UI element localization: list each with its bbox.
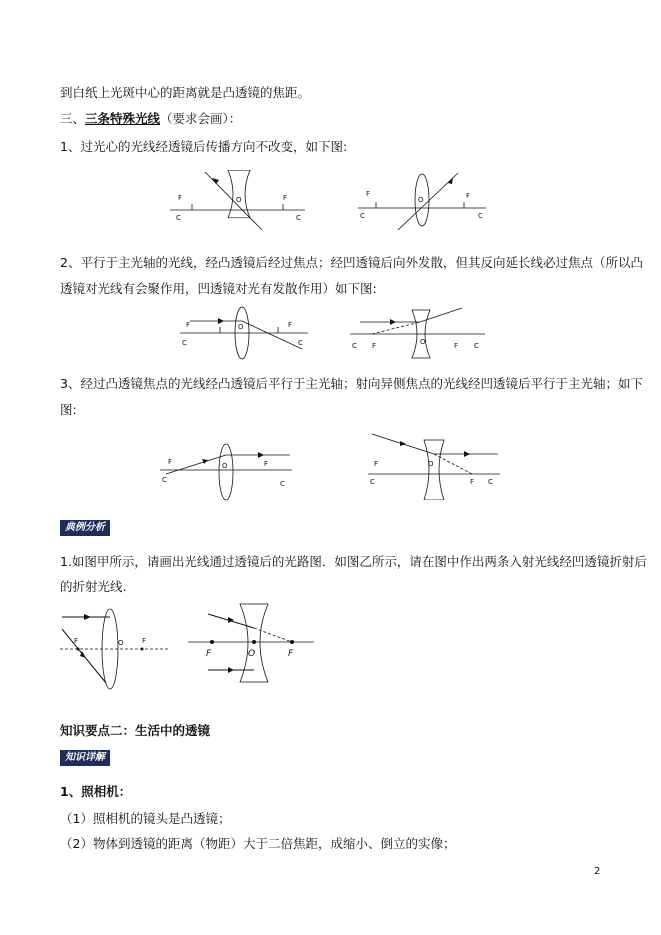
label-F2: F [454, 342, 459, 350]
fig-convex-focal-ray [160, 440, 295, 502]
text-line-5: 透镜对光线有会聚作用，凹透镜对光有发散作用）如下图: [60, 281, 377, 296]
label-C2: C [478, 212, 483, 220]
label-C: C [182, 339, 187, 347]
label-F2: F [283, 194, 288, 202]
label-C: C [162, 476, 167, 484]
text-line-4: 2、平行于主光轴的光线，经凸透镜后经过焦点；经凹透镜后向外发散，但其反向延长线必过焦点（所以凸 [60, 255, 643, 270]
section-heading [60, 110, 241, 128]
label-O: O [238, 323, 244, 331]
text-heading-knowledge: 知识要点二：生活中的透镜 [60, 723, 211, 738]
page-number: 2 [594, 866, 601, 877]
text-line-3: 1、过光心的光线经透镜后传播方向不改变，如下图: [60, 139, 348, 154]
label-F: F [186, 321, 191, 329]
label-F: F [366, 190, 371, 198]
fig-convex-parallel-ray [180, 305, 310, 365]
label-O: O [222, 462, 228, 470]
text-line-8: 1.如图甲所示，请画出光线通过透镜后的光路图．如图乙所示，请在图中作出两条入射光线经凹透镜折射后 [60, 554, 647, 569]
text-line-12: （1）照相机的镜头是凸透镜； [60, 811, 231, 826]
label-F: F [206, 649, 212, 659]
badge-detail: 知识详解 [60, 750, 110, 766]
label-O: O [248, 649, 256, 659]
label-C2: C [474, 342, 479, 350]
label-O: O [420, 338, 426, 346]
badge-example: 典例分析 [60, 520, 110, 536]
heading-underlined: 三条特殊光线 [85, 111, 161, 126]
fig-concave-focal-ray [368, 430, 503, 500]
fig-convex-center-ray [358, 168, 490, 230]
label-F: F [74, 637, 79, 645]
fig-concave-parallel-ray [350, 304, 490, 364]
text-line-9: 的折射光线. [60, 579, 127, 594]
text-line-7: 图: [60, 402, 77, 417]
label-F: F [372, 342, 377, 350]
label-C2: C [296, 214, 301, 222]
text-line-6: 3、经过凸透镜焦点的光线经凸透镜后平行于主光轴；射向异侧焦点的光线经凹透镜后平行于主光轴；如下 [60, 376, 643, 391]
label-O: O [118, 639, 124, 647]
fig-exercise-yi [188, 600, 318, 686]
label-F2: F [470, 478, 475, 486]
heading-suffix: （要求会画）： [160, 111, 242, 126]
label-O: O [236, 196, 242, 204]
label-F: F [374, 460, 379, 468]
label-C: C [370, 478, 375, 486]
label-F2: F [264, 460, 269, 468]
label-F2: F [288, 321, 293, 329]
fig-exercise-jia [58, 605, 176, 690]
label-F2: F [466, 192, 471, 200]
label-C: C [360, 212, 365, 220]
label-F2: F [142, 637, 147, 645]
text-line-1: 到白纸上光斑中心的距离就是凸透镜的焦距。 [60, 85, 311, 100]
text-line-11: 1、照相机： [60, 784, 132, 799]
label-F: F [168, 458, 173, 466]
label-C2: C [488, 478, 493, 486]
heading-prefix: 三、 [60, 111, 86, 126]
label-C2: C [280, 480, 285, 488]
label-O: O [428, 460, 434, 468]
label-C2: C [298, 339, 303, 347]
text-line-13: （2）物体到透镜的距离（物距）大于二倍焦距，成缩小、倒立的实像； [60, 836, 456, 851]
label-F: F [178, 194, 183, 202]
label-C: C [352, 342, 357, 350]
label-C: C [176, 214, 181, 222]
fig-concave-center-ray [170, 170, 310, 230]
label-O: O [418, 196, 424, 204]
label-F2: F [288, 649, 294, 659]
